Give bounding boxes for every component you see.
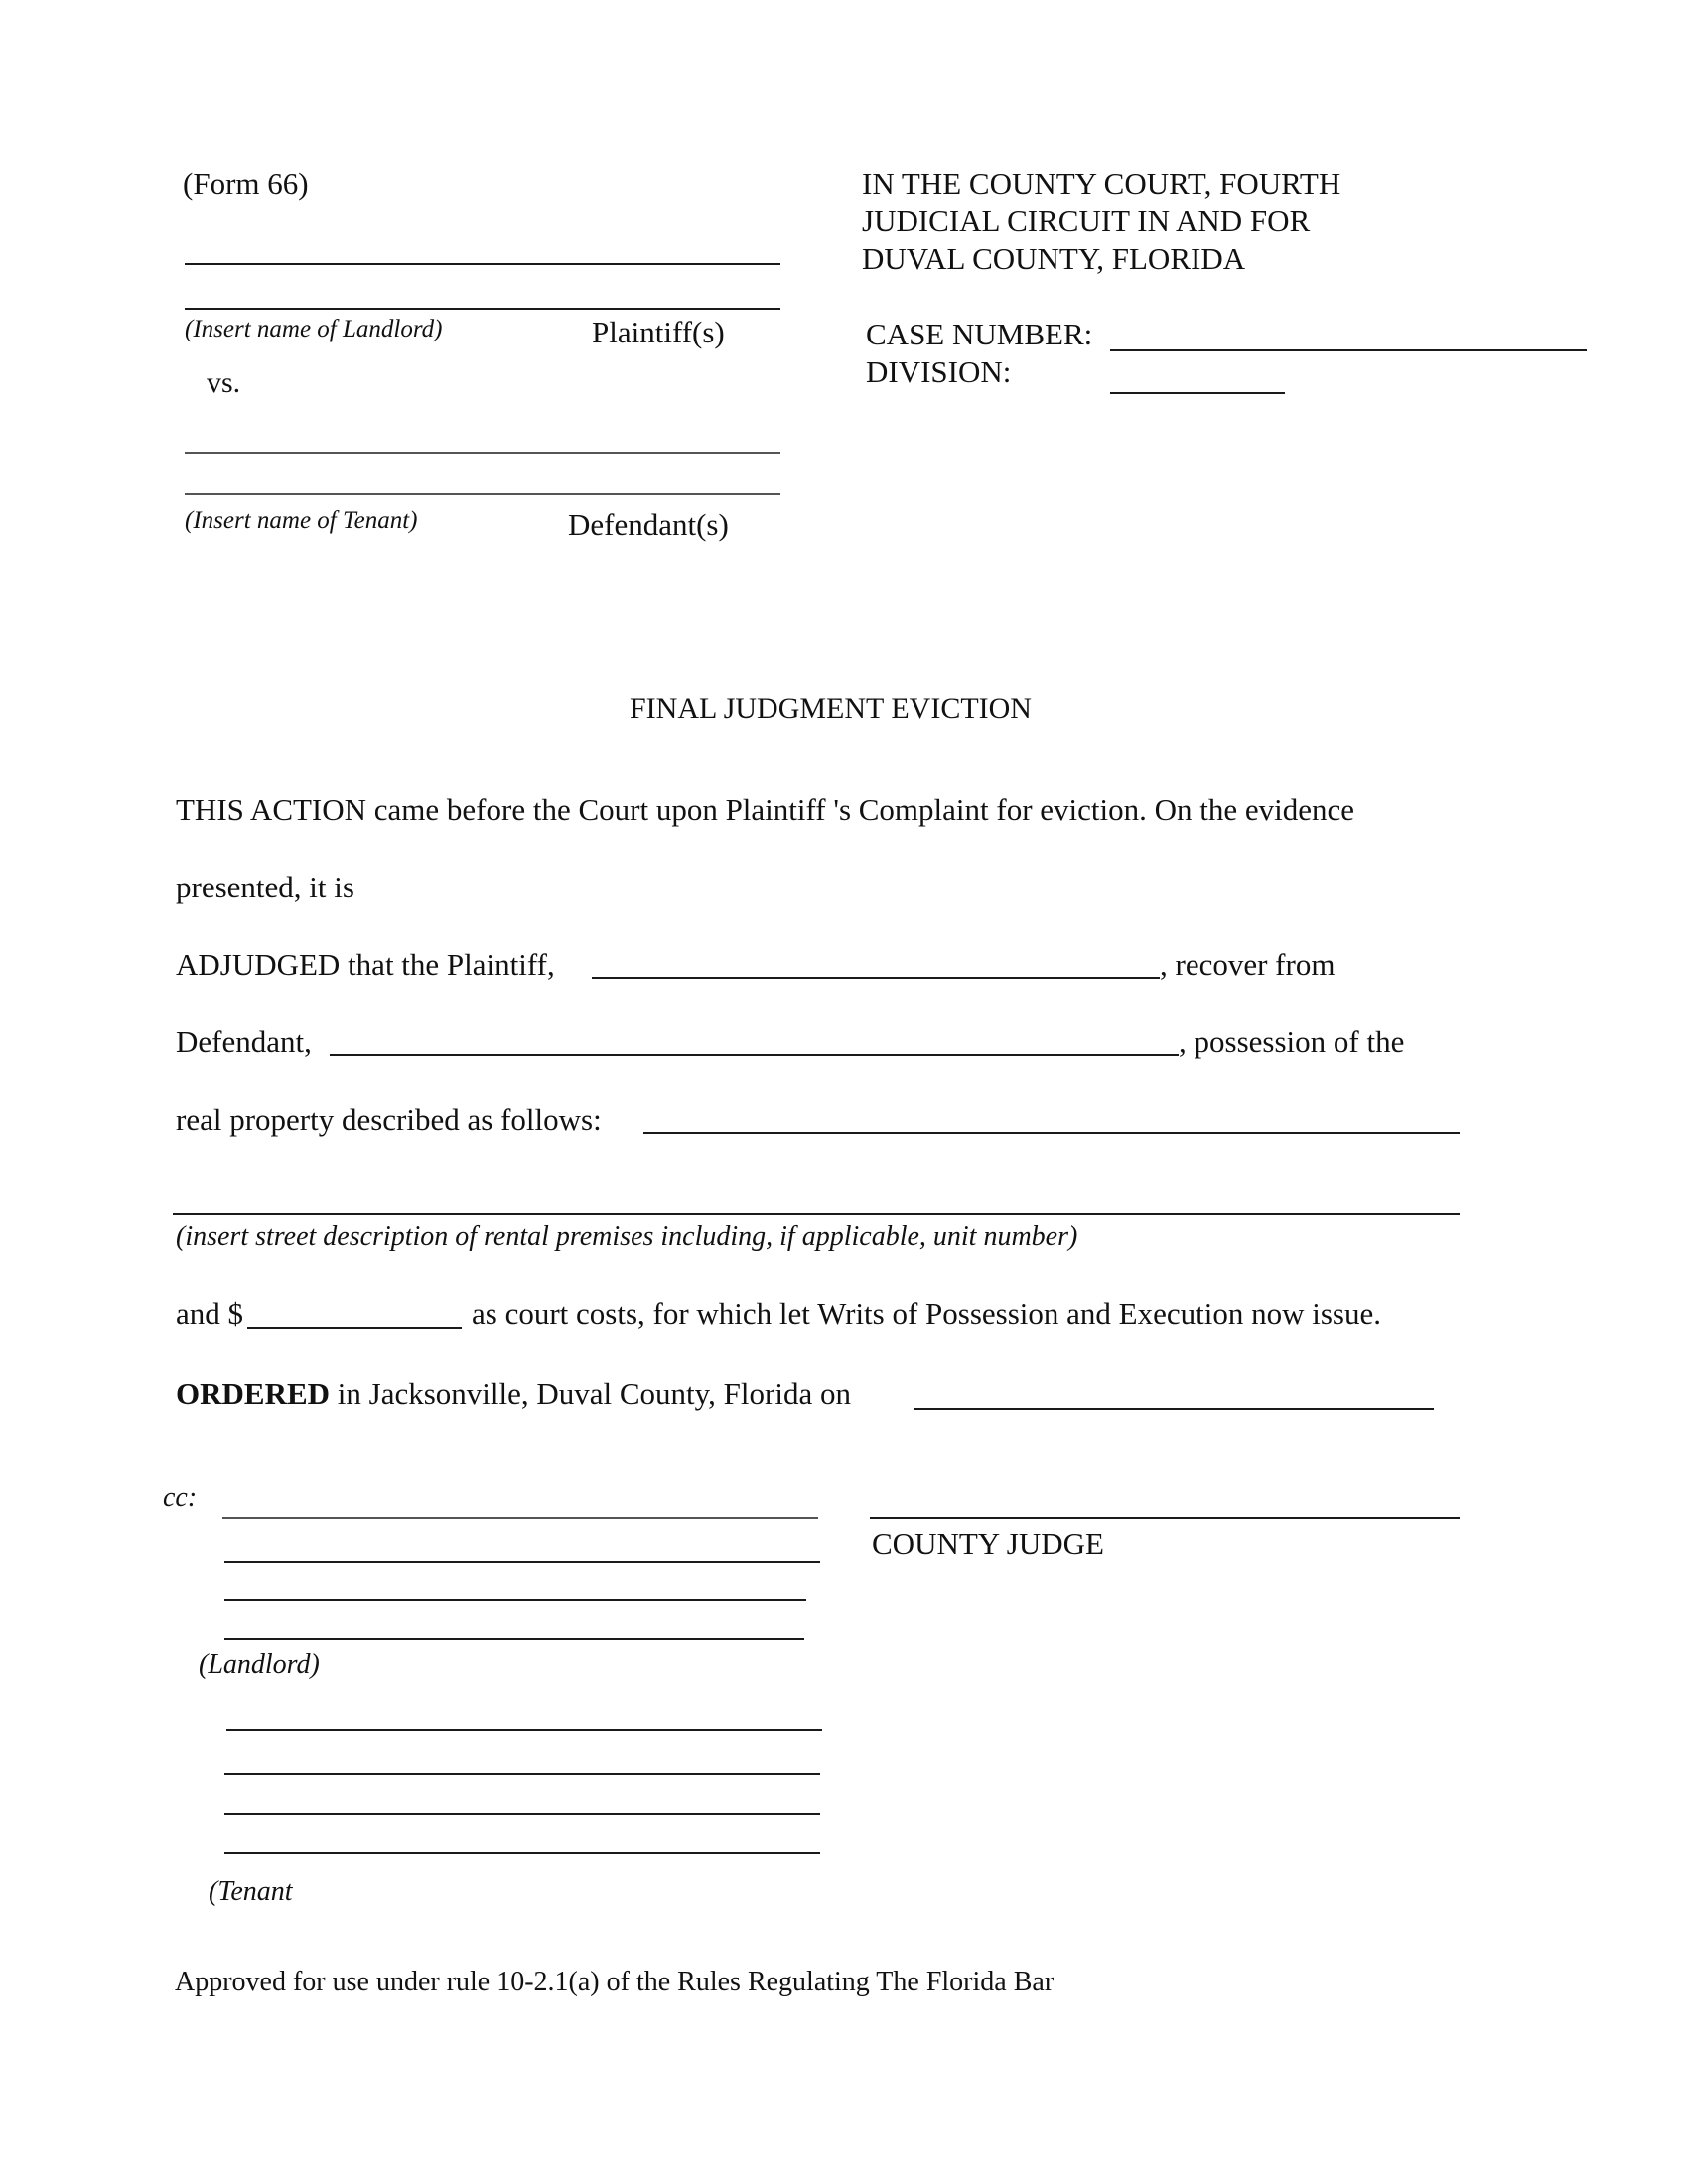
plaintiff-name-line[interactable] [592, 977, 1160, 979]
court-line-2: JUDICIAL CIRCUIT IN AND FOR [862, 204, 1311, 238]
action-paragraph-line-2: presented, it is [176, 870, 354, 904]
judge-signature-line[interactable] [870, 1517, 1460, 1519]
landlord-name-line-1[interactable] [185, 263, 780, 265]
cc-tenant-line-1[interactable] [226, 1729, 822, 1731]
court-line-1: IN THE COUNTY COURT, FOURTH [862, 166, 1341, 201]
cc-label: cc: [163, 1482, 198, 1513]
plaintiff-label: Plaintiff(s) [592, 315, 725, 349]
tenant-name-line-1[interactable] [185, 452, 780, 454]
court-costs-line[interactable] [247, 1327, 462, 1329]
county-judge-label: COUNTY JUDGE [872, 1526, 1104, 1561]
defendant-name-line[interactable] [330, 1054, 1179, 1056]
ordered-statement [176, 1375, 851, 1413]
approval-note: Approved for use under rule 10-2.1(a) of the Rules Regulating The Florida Bar [175, 1967, 1055, 1997]
tenant-label: (Tenant [209, 1876, 293, 1907]
property-description-line-2[interactable] [173, 1213, 1460, 1215]
ordered-rest: in Jacksonville, Duval County, Florida on [330, 1376, 851, 1411]
document-title: FINAL JUDGMENT EVICTION [630, 692, 1032, 725]
cc-tenant-line-4[interactable] [224, 1852, 820, 1854]
landlord-name-hint: (Insert name of Landlord) [185, 316, 443, 342]
adjudged-suffix: , recover from [1160, 947, 1336, 982]
court-line-3: DUVAL COUNTY, FLORIDA [862, 241, 1246, 276]
defendant-label: Defendant(s) [568, 507, 729, 542]
case-number-line[interactable] [1110, 349, 1587, 351]
cc-tenant-line-2[interactable] [224, 1773, 820, 1775]
cc-landlord-line-4[interactable] [224, 1638, 804, 1640]
division-label: DIVISION: [866, 354, 1012, 389]
vs-label: vs. [207, 366, 241, 399]
landlord-label: (Landlord) [199, 1649, 320, 1680]
order-date-line[interactable] [914, 1408, 1434, 1410]
property-description-line-1[interactable] [643, 1132, 1460, 1134]
defendant-suffix: , possession of the [1179, 1024, 1405, 1059]
division-line[interactable] [1110, 392, 1285, 394]
costs-prefix: and $ [176, 1297, 244, 1331]
cc-tenant-line-3[interactable] [224, 1813, 820, 1815]
landlord-name-line-2[interactable] [185, 308, 780, 310]
cc-landlord-line-1[interactable] [222, 1517, 818, 1519]
ordered-bold: ORDERED [176, 1376, 331, 1411]
defendant-prefix: Defendant, [176, 1024, 312, 1059]
property-prefix: real property described as follows: [176, 1102, 602, 1137]
tenant-name-line-2[interactable] [185, 493, 780, 495]
property-description-hint: (insert street description of rental premises including, if applicable, unit number) [176, 1221, 1078, 1252]
adjudged-prefix: ADJUDGED that the Plaintiff, [176, 947, 555, 982]
action-paragraph-line-1: THIS ACTION came before the Court upon Plaintiff 's Complaint for eviction. On the evidence [176, 792, 1355, 827]
cc-landlord-line-2[interactable] [224, 1561, 820, 1563]
tenant-name-hint: (Insert name of Tenant) [185, 507, 418, 534]
case-number-label: CASE NUMBER: [866, 317, 1093, 351]
costs-suffix: as court costs, for which let Writs of Possession and Execution now issue. [472, 1297, 1381, 1331]
form-number: (Form 66) [183, 166, 309, 201]
cc-landlord-line-3[interactable] [224, 1599, 806, 1601]
